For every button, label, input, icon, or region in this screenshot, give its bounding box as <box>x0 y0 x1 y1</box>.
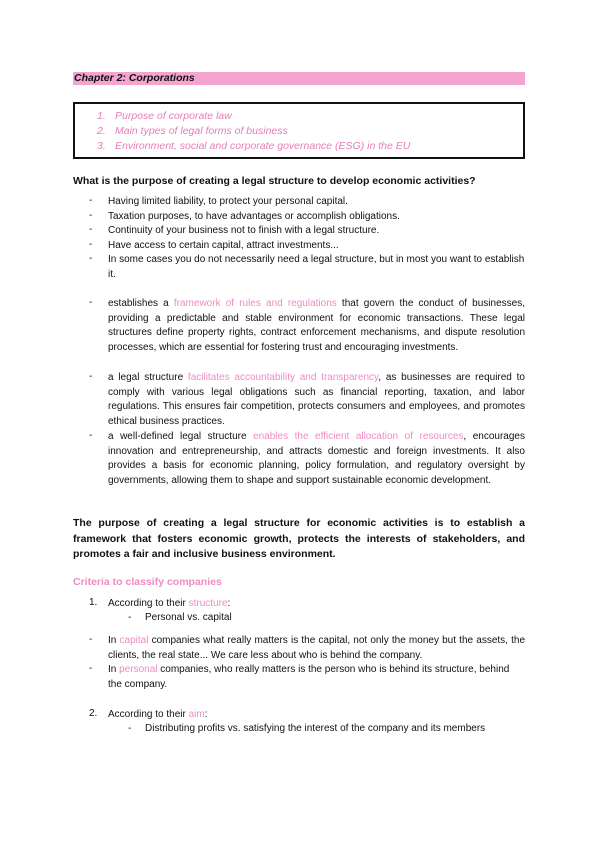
toc-item-3 <box>75 139 523 154</box>
note-highlight: capital <box>119 635 149 646</box>
toc-num: 2. <box>97 125 106 137</box>
purpose-item <box>108 297 525 355</box>
criterion-sub: Personal vs. capital <box>145 612 232 623</box>
toc-item-2 <box>75 124 523 139</box>
note-text: In <box>108 635 120 646</box>
criterion-item <box>108 708 208 723</box>
reason-item: Having limited liability, to protect your personal capital. <box>108 196 348 207</box>
summary-paragraph: The purpose of creating a legal structure for economic activities is to establish a framework that fosters economic growth, protects the interests of stakeholders, and promotes a fair and inclusive business environment. <box>73 517 525 561</box>
purpose-highlight: framework of rules and regulations <box>173 298 337 309</box>
structure-note <box>108 663 525 692</box>
reason-item: Have access to certain capital, attract investments... <box>108 240 339 251</box>
purpose-highlight: facilitates accountability and transparency <box>187 372 379 383</box>
toc-num: 1. <box>97 110 106 122</box>
reason-item: Continuity of your business not to finish with a legal structure. <box>108 225 380 236</box>
purpose-item <box>108 430 525 488</box>
criteria-heading: Criteria to classify companies <box>73 576 222 588</box>
criterion-highlight: structure <box>188 598 228 609</box>
toc-text: Purpose of corporate law <box>115 110 232 122</box>
criterion-number: 1. <box>89 597 98 608</box>
criterion-highlight: aim <box>188 709 205 720</box>
purpose-text: a legal structure <box>108 372 188 383</box>
bullet-dash: - <box>89 195 93 206</box>
purpose-text: establishes a <box>108 298 174 309</box>
toc-text: Main types of legal forms of business <box>115 125 288 137</box>
bullet-dash: - <box>89 224 93 235</box>
note-text: In <box>108 664 120 675</box>
criterion-text: : <box>204 709 208 720</box>
purpose-text: , as businesses are required to comply with various legal obligations such as financial reporting, taxation, and labor regulations. This ensures fair competition, protects consumers and employees, and promotes ethical business practices. <box>108 372 525 427</box>
note-text: companies, who really matters is the person who is behind its structure, behind the company. <box>108 664 510 690</box>
criterion-item <box>108 597 230 612</box>
toc-box <box>73 102 525 159</box>
question-heading: What is the purpose of creating a legal structure to develop economic activities? <box>73 175 476 187</box>
bullet-dash: - <box>89 253 93 264</box>
criterion-sub: Distributing profits vs. satisfying the interest of the company and its members <box>145 723 486 734</box>
bullet-dash: - <box>89 663 93 674</box>
sub-bullet-dash: - <box>128 723 132 734</box>
structure-note <box>108 634 525 663</box>
sub-bullet-dash: - <box>128 612 132 623</box>
toc-num: 3. <box>97 140 106 152</box>
criterion-number: 2. <box>89 708 98 719</box>
criterion-text: According to their <box>108 598 189 609</box>
purpose-text: , encourages innovation and entrepreneurship, and attracts domestic and foreign investments. It also provides a basis for economic planning, policy formulation, and regulatory oversight by governments, allowing them to shape and support sustainable economic development. <box>108 431 525 486</box>
reason-item: In some cases you do not necessarily need a legal structure, but in most you want to establish it. <box>108 254 525 280</box>
criterion-text: According to their <box>108 709 189 720</box>
purpose-text: a well-defined legal structure <box>108 431 254 442</box>
note-text: companies what really matters is the capital, not only the money but the assets, the clients, the real state... We care less about who is behind the company. <box>108 635 525 661</box>
chapter-title: Chapter 2: Corporations <box>73 72 525 85</box>
toc-text: Environment, social and corporate governance (ESG) in the EU <box>115 140 411 152</box>
purpose-text: that govern the conduct of businesses, providing a predictable and stable environment for economic transactions. These legal structures define property rights, contract enforcement mechanisms, and dispute resolution processes, which are essential for fostering trust and encouraging investments. <box>108 298 525 353</box>
bullet-dash: - <box>89 297 93 308</box>
bullet-dash: - <box>89 239 93 250</box>
note-highlight: personal <box>119 664 158 675</box>
purpose-item <box>108 371 525 429</box>
bullet-dash: - <box>89 371 93 382</box>
purpose-highlight: enables the efficient allocation of resources <box>253 431 464 442</box>
criterion-text: : <box>227 598 231 609</box>
reason-item: Taxation purposes, to have advantages or accomplish obligations. <box>108 211 400 222</box>
toc-item-1 <box>75 109 523 124</box>
bullet-dash: - <box>89 430 93 441</box>
bullet-dash: - <box>89 210 93 221</box>
bullet-dash: - <box>89 634 93 645</box>
